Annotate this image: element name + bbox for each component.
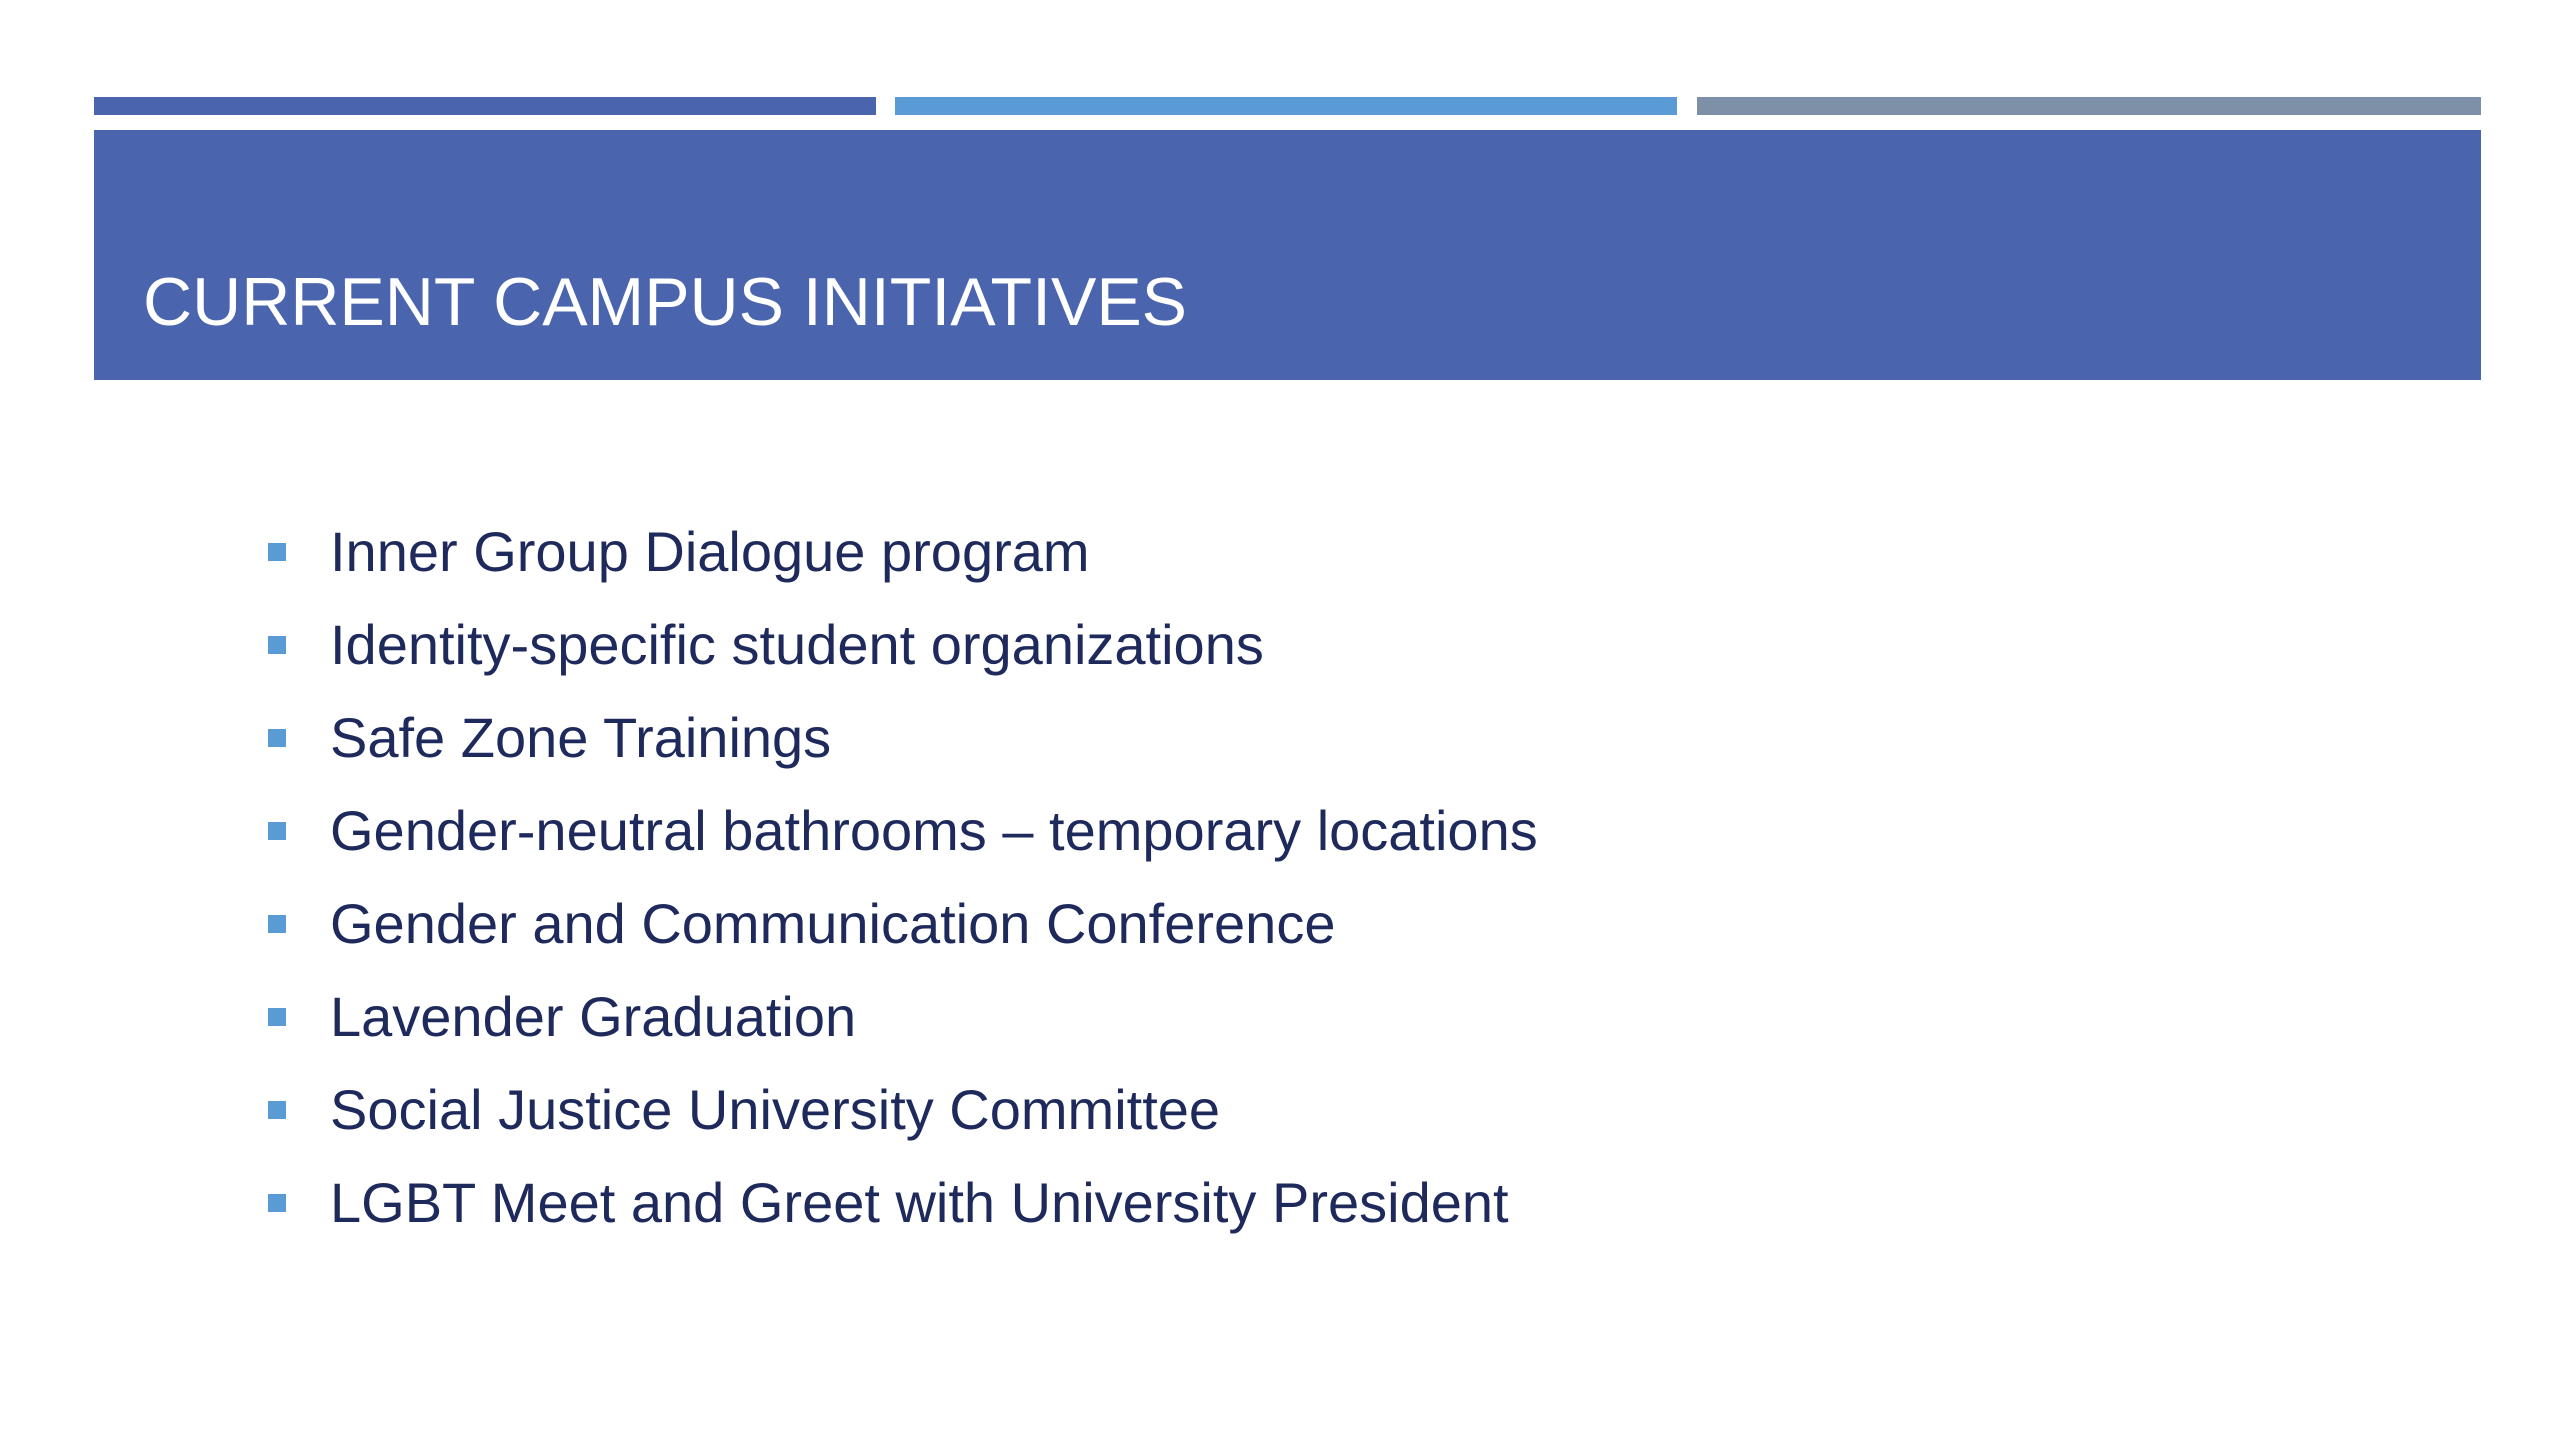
accent-bar-gray: [1697, 97, 2481, 115]
slide-title: CURRENT CAMPUS INITIATIVES: [143, 264, 1188, 340]
accent-bar-light-blue: [895, 97, 1677, 115]
list-item: [268, 970, 1538, 1063]
square-bullet-icon: [268, 636, 286, 654]
bullet-text: Lavender Graduation: [330, 984, 857, 1048]
accent-bar-dark-blue: [94, 97, 876, 115]
list-item: [268, 598, 1538, 691]
square-bullet-icon: [268, 1194, 286, 1212]
square-bullet-icon: [268, 1008, 286, 1026]
list-item: [268, 784, 1538, 877]
list-item: [268, 1156, 1538, 1249]
square-bullet-icon: [268, 915, 286, 933]
title-band: [94, 130, 2481, 380]
square-bullet-icon: [268, 729, 286, 747]
bullet-list: [268, 505, 1538, 1249]
bullet-text: Inner Group Dialogue program: [330, 519, 1090, 583]
bullet-text: Social Justice University Committee: [330, 1077, 1221, 1141]
square-bullet-icon: [268, 1101, 286, 1119]
bullet-text: Gender-neutral bathrooms – temporary locations: [330, 798, 1538, 862]
bullet-text: LGBT Meet and Greet with University President: [330, 1170, 1509, 1234]
bullet-text: Gender and Communication Conference: [330, 891, 1336, 955]
list-item: [268, 1063, 1538, 1156]
list-item: [268, 505, 1538, 598]
list-item: [268, 691, 1538, 784]
square-bullet-icon: [268, 822, 286, 840]
list-item: [268, 877, 1538, 970]
bullet-text: Safe Zone Trainings: [330, 705, 832, 769]
bullet-text: Identity-specific student organizations: [330, 612, 1264, 676]
square-bullet-icon: [268, 543, 286, 561]
